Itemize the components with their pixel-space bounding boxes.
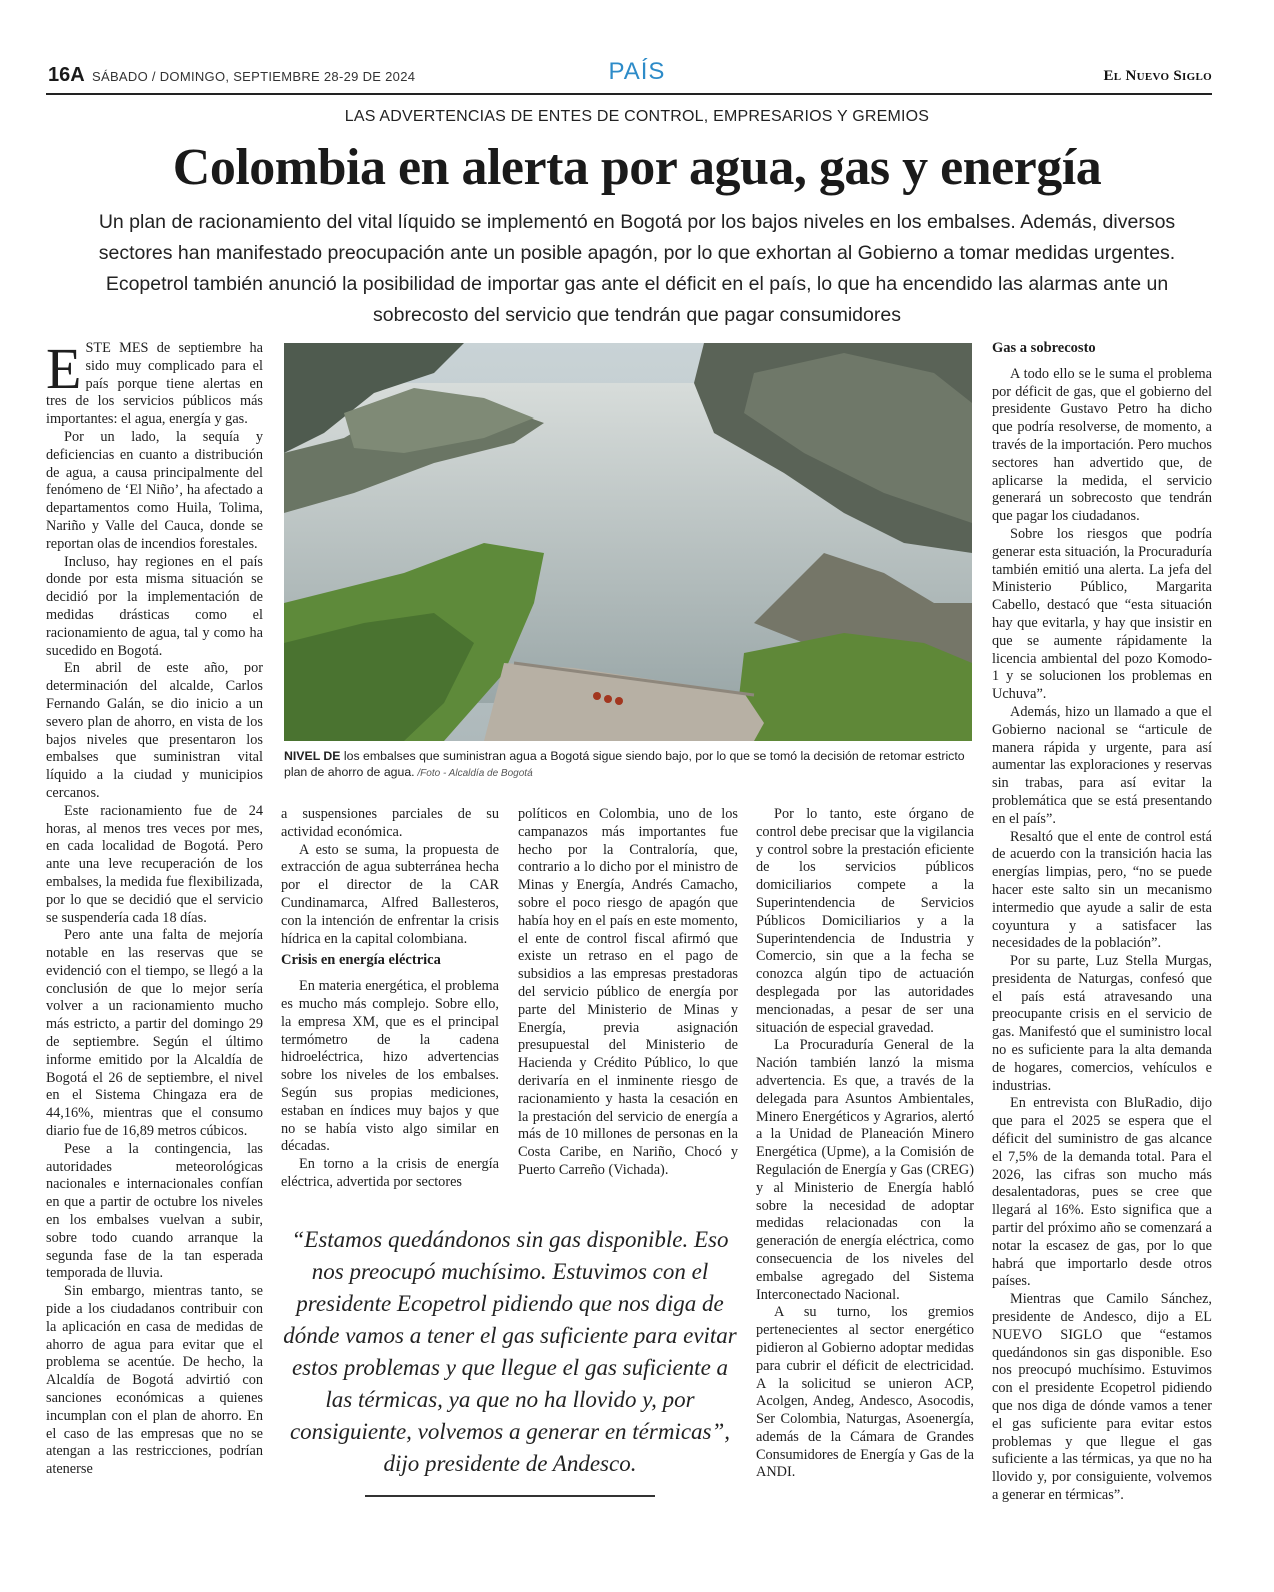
page-number: 16A xyxy=(48,64,85,86)
paragraph: A todo ello se le suma el problema por déficit de gas, que el gobierno del presidente Gustavo Petro ha dicho que podría resolverse, de momento, a través de la importación. Pero muchos sectores han advertido que, de aplicarse la medida, el servicio generará un sobrecosto que tendrán que pagar los ciudadanos. xyxy=(992,365,1212,525)
paragraph: A su turno, los gremios pertenecientes al sector energético pidieron al Gobierno adoptar medidas para cubrir el déficit de electricidad. A la solicitud se unieron ACP, Acolgen, Andeg, Andesco, Asocodis, Ser Colombia, Naturgas, Asoenergía, además de la Cámara de Grandes Consumidores de Energía y Gas de la ANDI. xyxy=(756,1304,974,1481)
pull-quote xyxy=(280,1224,740,1480)
pull-quote-attribution: dijo presidente de Andesco. xyxy=(383,1451,637,1476)
paragraph: Por un lado, la sequía y deficiencias en cuanto a distribución de agua, a causa principalmente del fenómeno de ‘El Niño’, ha afectado a departamentos como Huila, Tolima, Nariño y Valle del Cauca, donde se reportan olas de incendios forestales. xyxy=(46,428,263,552)
paragraph: a suspensiones parciales de su actividad económica. xyxy=(281,806,499,840)
subhead-energy: Crisis en energía eléctrica xyxy=(281,952,441,969)
pull-quote-rule xyxy=(365,1495,655,1497)
paragraph: Sin embargo, mientras tanto, se pide a los ciudadanos contribuir con la aplicación en casa de medidas de ahorro de agua para evitar que el problema se acentúe. De hecho, la Alcaldía de Bogotá advirtió con sanciones económicas a quienes incumplan con el plan de ahorro. En el caso de las empresas que no se atengan a las restricciones, podrían atenerse xyxy=(46,1283,263,1478)
header-rule xyxy=(46,93,1212,95)
column-4 xyxy=(756,806,974,1506)
reservoir-image xyxy=(284,343,972,741)
paragraph: Sobre los riesgos que podría generar esta situación, la Procuraduría también emitió una alerta. La jefa del Ministerio Público, Margarita Cabello, destacó que “esta situación hay que evitarla, y hay que insistir en que se aumente rápidamente la licencia ambiental del pozo Komodo-1 y se solucionen los problemas en Uchuva”. xyxy=(992,525,1212,703)
photo-credit: /Foto - Alcaldía de Bogotá xyxy=(414,768,533,779)
photo-caption xyxy=(284,748,974,782)
newspaper-masthead: El Nuevo Siglo xyxy=(1103,68,1212,84)
subhead-gas: Gas a sobrecosto xyxy=(992,340,1096,356)
paragraph: Por lo tanto, este órgano de control debe precisar que la vigilancia y control sobre la prestación eficiente de los servicios públicos domiciliarios compete a la Superintendencia de Servicios Públicos Domiciliarios y a la Superintendencia de Industria y Comercio, sin que a la fecha se conozca algún tipo de actuación desplegada por las autoridades mencionadas, a pesar de ser una situación de especial gravedad. xyxy=(756,806,974,1036)
paragraph: Pese a la contingencia, las autoridades meteorológicas nacionales e internacionales confían en que a partir de octubre los niveles en los embalses vuelvan a subir, sobre todo cuando arranque la segunda fase de la tan esperada temporada de lluvia. xyxy=(46,1140,263,1282)
paragraph: Por su parte, Luz Stella Murgas, presidenta de Naturgas, confesó que el país está atravesando una preocupante crisis en el servicio de gas. Manifestó que el suministro local no es suficiente para la alta demanda de hogares, comercios, vehículos e industrias. xyxy=(992,953,1212,1094)
paragraph: STE MES de septiembre ha sido muy complicado para el país porque tiene alertas en tres de los servicios públicos más importantes: el agua, energía y gas. xyxy=(46,340,263,428)
paragraph: políticos en Colombia, uno de los campanazos más importantes fue hecho por la Contraloría, que, contrario a lo dicho por el ministro de Minas y Energía, Andrés Camacho, sobre el poco riesgo de apagón que había hoy en el país en este momento, el ente de control fiscal afirmó que existe un retraso en el pago de subsidios a las empresas prestadoras del servicio público de energía por parte del Ministerio de Minas y Energía, previa asignación presupuestal del Ministerio de Hacienda y Crédito Público, lo que derivaría en el inminente riesgo de racionamiento y hasta la cesación en la prestación del servicio de energía a más de 10 millones de personas en la Costa Caribe, en Nariño, Chocó y Puerto Carreño (Vichada). xyxy=(518,806,738,1178)
paragraph: Además, hizo un llamado a que el Gobierno nacional se “articule de manera rápida y urgente, para así aumentar las exploraciones y reservas sin trabas, para así evitar la problemática que se está presentando en el país”. xyxy=(992,703,1212,827)
paragraph: A esto se suma, la propuesta de extracción de agua subterránea hecha por el director de la CAR Cundinamarca, Alfred Ballesteros, con la intención de enfrentar la crisis hídrica en la capital colombiana. xyxy=(281,841,499,947)
paragraph: Incluso, hay regiones en el país donde por esta misma situación se decidió por la implementación de medidas drásticas como el racionamiento de agua, tal y como ha sucedido en Bogotá. xyxy=(46,553,263,659)
paragraph: En entrevista con BluRadio, dijo que para el 2025 se espera que el déficit del suministro de gas alcance el 7,5% de la demanda total. Para el 2026, las cifras son mucho más desalentadoras, pues se cree que llegará al 16%. Esto significa que a partir del próximo año se comenzará a notar la escasez de gas, por lo que habrá que importarlo desde otros países. xyxy=(992,1095,1212,1290)
column-1 xyxy=(46,340,263,1505)
paragraph: Este racionamiento fue de 24 horas, al menos tres veces por mes, en cada localidad de Bogotá. Pero ante una leve recuperación de los embalses, la medida fue flexibilizada, por lo que se decidió que el servicio se suspendería cada 18 días. xyxy=(46,802,263,926)
paragraph: Resaltó que el ente de control está de acuerdo con la transición hacia las energías limpias, pero, “no se puede hacer este salto sin un mecanismo intermedio que ayude a salir de esta coyuntura y a satisfacer las necesidades de la población”. xyxy=(992,828,1212,952)
caption-lead: NIVEL DE xyxy=(284,749,341,763)
deck: Un plan de racionamiento del vital líquido se implementó en Bogotá por los bajos niveles en los embalses. Además, diversos sectores han manifestado preocupación ante un posible apagón, por lo que exhortan al Gobierno a tomar medidas urgentes. Ecopetrol también anunció la posibilidad de importar gas ante el déficit en el país, lo que ha encendido las alarmas ante un sobrecosto del servicio que tendrán que pagar consumidores xyxy=(98,211,1176,326)
paragraph: La Procuraduría General de la Nación también lanzó la misma advertencia. Es que, a través de la delegada para Asuntos Ambientales, Minero Energéticos y Agrarios, alertó a la Unidad de Planeación Minero Energética (Upme), a la Comisión de Regulación de Energía y Gas (CREG) y al Ministerio de Energía habló sobre la necesidad de adoptar medidas relacionadas con la generación de energía eléctrica, como consecuencia de los niveles del embalse agregado del Sistema Interconectado Nacional. xyxy=(756,1037,974,1303)
paragraph: Mientras que Camilo Sánchez, presidente de Andesco, dijo a EL NUEVO SIGLO que “estamos quedándonos sin gas disponible. Eso nos preocupó muchísimo. Estuvimos con el presidente Ecopetrol pidiendo que nos diga de dónde vamos a tener el gas suficiente para evitar estos problemas y que llegue el gas suficiente a las térmicas, ya que no ha llovido y, por consiguiente, volvemos a generar en térmicas”. xyxy=(992,1291,1212,1503)
kicker: LAS ADVERTENCIAS DE ENTES DE CONTROL, EMPRESARIOS Y GREMIOS xyxy=(344,108,930,125)
edition-date: SÁBADO / DOMINGO, SEPTIEMBRE 28-29 DE 2024 xyxy=(92,69,416,84)
column-5 xyxy=(992,340,1212,1506)
paragraph: Pero ante una falta de mejoría notable en las reservas que se evidenció con el tiempo, se llegó a la conclusión de que lo mejor sería volver a un racionamiento mucho más estricto, a partir del domingo 29 de septiembre. Según el último informe emitido por la Alcaldía de Bogotá el 26 de septiembre, el nivel en el Sistema Chingaza era de 44,16%, mientras que el consumo diario fue de 16,89 metros cúbicos. xyxy=(46,927,263,1140)
paragraph: En torno a la crisis de energía eléctrica, advertida por sectores xyxy=(281,1156,499,1190)
headline: Colombia en alerta por agua, gas y energía xyxy=(172,139,1102,196)
paragraph: En materia energética, el problema es mucho más complejo. Sobre ello, la empresa XM, que es el principal termómetro de la cadena hidroeléctrica, hizo advertencias sobre los niveles de los embalses. Según sus propias mediciones, estaban en índices muy bajos y que no se había visto algo similar en décadas. xyxy=(281,978,499,1155)
paragraph: En abril de este año, por determinación del alcalde, Carlos Fernando Galán, se dio inicio a un severo plan de ahorro, en vista de los bajos niveles que presentaron los embalses que suministran vital líquido a la ciudad y municipios cercanos. xyxy=(46,660,263,801)
drop-cap: E xyxy=(46,340,82,401)
caption-text: los embalses que suministran agua a Bogotá sigue siendo bajo, por lo que se tomó la decisión de retomar estricto plan de ahorro de agua. xyxy=(284,749,965,779)
reservoir-photo xyxy=(284,343,972,741)
pull-quote-text: “Estamos quedándonos sin gas disponible. Eso nos preocupó muchísimo. Estuvimos con el presidente Ecopetrol pidiendo que nos diga de dónde vamos a tener el gas suficiente para evitar estos problemas y que llegue el gas suficiente a las térmicas, ya que no ha llovido y, por consiguiente, volvemos a generar en térmicas”, xyxy=(283,1227,737,1444)
section-name: PAÍS xyxy=(608,58,666,85)
column-2 xyxy=(281,806,499,1206)
column-3 xyxy=(518,806,738,1206)
